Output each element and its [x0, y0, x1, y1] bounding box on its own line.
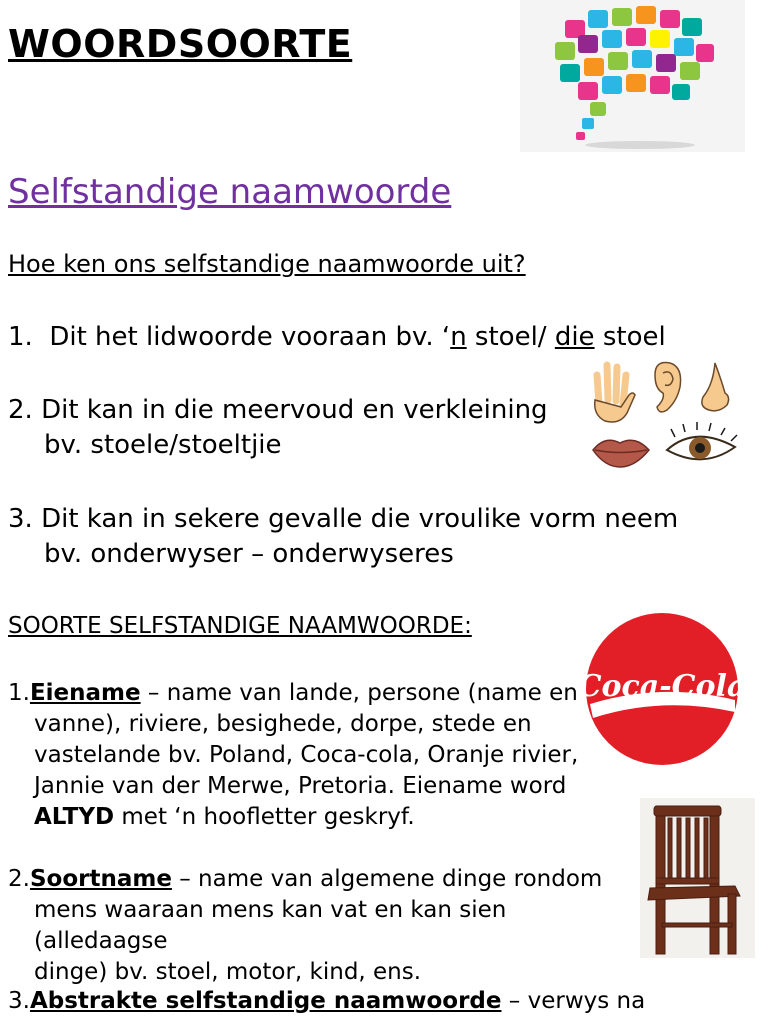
kind-1-altyd: ALTYD	[34, 804, 115, 830]
coca-cola-logo-text: Coca-Cola	[585, 669, 740, 704]
puzzle-speech-bubble-image	[520, 0, 745, 152]
kind-3-number: 3.	[8, 988, 30, 1014]
kind-1-desc-4: Jannie van der Merwe, Pretoria. Eiename word	[34, 773, 567, 799]
kinds-heading: SOORTE SELFSTANDIGE NAAMWOORDE:	[8, 613, 472, 639]
point-3-line-1: 3. Dit kan in sekere gevalle die vroulike vorm neem	[8, 504, 679, 534]
kind-2	[8, 864, 643, 988]
kind-2-term: Soortname	[29, 866, 172, 892]
senses-image	[585, 355, 750, 480]
point-1-text-b: stoel/	[466, 322, 555, 352]
coca-cola-logo	[585, 612, 740, 767]
point-1-article-n: n	[450, 322, 467, 352]
point-3	[8, 502, 678, 572]
kind-1-desc-3: vastelande bv. Poland, Coca-cola, Oranje rivier,	[34, 742, 579, 768]
point-1-text-c: stoel	[594, 322, 666, 352]
kind-1	[8, 678, 598, 833]
kind-3-desc-1: – verwys na	[501, 988, 646, 1014]
section-heading: Selfstandige naamwoorde	[8, 172, 452, 212]
point-1-number: 1.	[8, 322, 33, 352]
kind-2-desc-3: dinge) bv. stoel, motor, kind, ens.	[34, 959, 422, 985]
kind-1-term: Eiename	[29, 680, 141, 706]
kind-1-number: 1.	[8, 680, 30, 706]
kind-1-desc-5: met ‘n hoofletter geskryf.	[114, 804, 415, 830]
kind-2-number: 2.	[8, 866, 30, 892]
kind-1-desc-1: – name van lande, persone (name en	[140, 680, 578, 706]
point-1-article-die: die	[554, 322, 595, 352]
question-heading: Hoe ken ons selfstandige naamwoorde uit?	[8, 250, 526, 278]
point-2-line-1: 2. Dit kan in die meervoud en verkleining	[8, 395, 548, 425]
point-2	[8, 393, 548, 463]
page-title: WOORDSOORTE	[8, 22, 353, 66]
kind-2-desc-2: mens waaraan mens kan vat en kan sien (alledaagse	[34, 897, 507, 954]
kind-2-desc-1: – name van algemene dinge rondom	[171, 866, 603, 892]
kind-1-desc-2: vanne), riviere, besighede, dorpe, stede en	[34, 711, 532, 737]
kind-3-term: Abstrakte selfstandige naamwoorde	[29, 988, 502, 1014]
point-2-line-2: bv. stoele/stoeltjie	[44, 430, 282, 460]
chair-image	[640, 798, 755, 958]
point-1-text-a: Dit het lidwoorde vooraan bv. ‘	[49, 322, 451, 352]
point-1	[8, 320, 666, 355]
point-3-line-2: bv. onderwyser – onderwyseres	[44, 539, 454, 569]
kind-3	[8, 986, 648, 1017]
